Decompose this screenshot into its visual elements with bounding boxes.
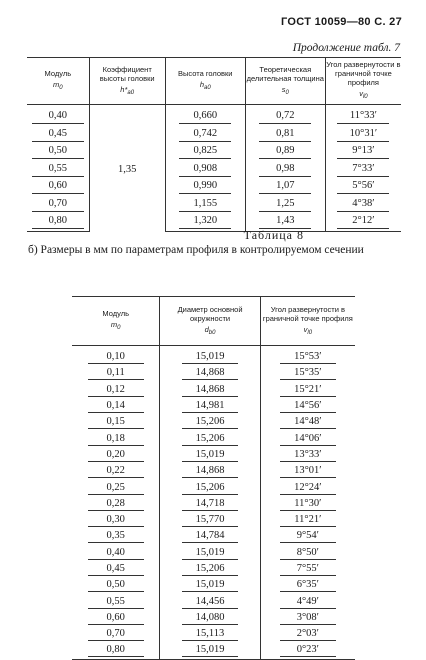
cell-angle [325,178,401,196]
cell-value: 13°33′ [280,448,336,462]
table-row [72,512,355,528]
header-symbol [326,89,401,102]
cell-value: 0,72 [259,109,311,124]
t1-header-0 [27,58,89,105]
cell-module [72,528,160,544]
cell-angle [260,626,355,642]
table-row [27,196,401,214]
cell-value: 7°33′ [337,162,389,177]
cell-value: 14,868 [182,464,238,478]
cell-value: 14°48′ [280,415,336,429]
cell-thickness [245,126,325,144]
cell-value: 0,70 [88,627,144,641]
cell-angle [260,642,355,659]
table-row [72,496,355,512]
cell-module [27,196,89,214]
cell-height [165,143,245,161]
cell-value: 10°31′ [337,127,389,142]
cell-value: 15,770 [182,513,238,527]
cell-value: 0,14 [88,399,144,413]
cell-value: 14,868 [182,383,238,397]
cell-module [72,346,160,366]
table-row [72,561,355,577]
cell-thickness [245,178,325,196]
cell-value: 0,80 [88,643,144,657]
cell-value: 0,98 [259,162,311,177]
t1-header-1 [89,58,165,105]
cell-value: 0,60 [88,611,144,625]
cell-diameter [160,512,260,528]
symbol-main: h* [120,84,128,94]
cell-diameter [160,561,260,577]
cell-angle [325,161,401,179]
cell-diameter [160,447,260,463]
t1-header-4 [325,58,401,105]
cell-diameter [160,626,260,642]
cell-value: 15,113 [182,627,238,641]
table-continuation-label: Продолжение табл. 7 [292,42,400,54]
cell-value: 14,080 [182,611,238,625]
cell-module [72,577,160,593]
cell-value: 14,868 [182,366,238,380]
cell-value: 0,660 [179,109,231,124]
cell-value: 15,206 [182,415,238,429]
cell-thickness [245,143,325,161]
cell-value: 14,784 [182,529,238,543]
cell-value: 15°53′ [280,350,336,364]
cell-value: 0,12 [88,383,144,397]
cell-height [165,161,245,179]
table-row [72,346,355,366]
cell-angle [260,545,355,561]
cell-diameter [160,528,260,544]
cell-value: 14,456 [182,595,238,609]
header-text: Диаметр основной окружности [177,304,243,323]
cell-diameter [160,610,260,626]
cell-value: 11°33′ [337,109,389,124]
cell-diameter [160,365,260,381]
table-row [27,126,401,144]
cell-angle [260,346,355,366]
cell-value: 15,206 [182,432,238,446]
table-row [27,161,401,179]
symbol-sub: 0 [285,89,289,96]
symbol-main: s [281,84,286,94]
cell-module [72,447,160,463]
table-7-continuation [27,57,401,232]
cell-value: 0,50 [32,144,84,159]
cell-angle [260,430,355,446]
table-row [72,610,355,626]
table-row [72,642,355,659]
table-row [27,143,401,161]
cell-value: 0,70 [32,197,84,212]
cell-value: 0,55 [32,162,84,177]
cell-angle [260,398,355,414]
cell-value: 1,43 [259,214,311,229]
cell-coefficient: 1,35 [89,105,165,232]
cell-value: 0,45 [88,562,144,576]
header-text: Угол развернутости в граничной точке профиля [262,304,353,323]
cell-module [27,178,89,196]
cell-value: 7°55′ [280,562,336,576]
cell-value: 0,81 [259,127,311,142]
cell-value: 15,206 [182,481,238,495]
table-row [72,593,355,609]
cell-thickness [245,161,325,179]
cell-value: 15,019 [182,578,238,592]
header-symbol [27,80,89,93]
cell-angle [325,213,401,231]
cell-value: 4°49′ [280,595,336,609]
cell-diameter [160,430,260,446]
cell-module [72,382,160,398]
t1-header-2 [165,58,245,105]
cell-module [72,398,160,414]
header-text: Теоретическая делительная толщина [246,64,324,83]
cell-module [72,430,160,446]
cell-value: 0,18 [88,432,144,446]
cell-module [27,213,89,231]
cell-angle [260,496,355,512]
symbol-main: m [53,80,60,89]
cell-angle [260,414,355,430]
cell-value: 0,22 [88,464,144,478]
cell-value: 15°35′ [280,366,336,380]
table-row [72,545,355,561]
cell-diameter [160,398,260,414]
cell-thickness [245,196,325,214]
cell-module [72,496,160,512]
cell-value: 3°08′ [280,611,336,625]
cell-value: 2°03′ [280,627,336,641]
cell-value: 12°24′ [280,481,336,495]
cell-angle [260,365,355,381]
cell-value: 15,019 [182,546,238,560]
cell-module [72,463,160,479]
cell-value: 0,908 [179,162,231,177]
table-row [72,414,355,430]
cell-module [72,561,160,577]
cell-diameter [160,414,260,430]
cell-value: 9°54′ [280,529,336,543]
header-text: Высота головки [177,69,233,78]
cell-module [72,414,160,430]
cell-value: 15,019 [182,448,238,462]
cell-module [72,593,160,609]
cell-value: 0,11 [88,366,144,380]
cell-module [72,545,160,561]
cell-value: 14°06′ [280,432,336,446]
cell-value: 0,80 [32,214,84,229]
page-header: ГОСТ 10059—80 С. 27 [281,16,402,28]
cell-value: 0,25 [88,481,144,495]
header-text: Модуль [102,309,130,318]
cell-value: 15°21′ [280,383,336,397]
table-row [72,479,355,495]
cell-diameter [160,577,260,593]
table-row [72,447,355,463]
table-8-caption: б) Размеры в мм по параметрам профиля в контролируемом сечении [28,244,364,256]
header-text: Модуль [44,69,72,78]
symbol-main: h [199,80,204,89]
cell-value: 1,07 [259,179,311,194]
cell-diameter [160,593,260,609]
cell-value: 14°56′ [280,399,336,413]
header-symbol [246,85,325,98]
cell-angle [325,105,401,126]
cell-diameter [160,479,260,495]
symbol-main: m [110,320,118,329]
cell-angle [325,126,401,144]
header-symbol [261,325,355,338]
table-row [72,398,355,414]
cell-value: 11°21′ [280,513,336,527]
cell-value: 0,30 [88,513,144,527]
cell-value: 1,320 [179,214,231,229]
cell-value: 0°23′ [280,643,336,657]
cell-height [165,213,245,231]
symbol-main: v [359,89,363,98]
symbol-sub: 0 [117,325,121,331]
cell-value: 0,35 [88,529,144,543]
symbol-sub: a0 [203,85,211,91]
cell-value: 0,742 [179,127,231,142]
cell-angle [260,479,355,495]
cell-module [27,143,89,161]
cell-angle [325,196,401,214]
cell-value: 9°13′ [337,144,389,159]
cell-value: 8°50′ [280,546,336,560]
table-8-title: Таблица 8 [243,228,304,242]
cell-value: 14,981 [182,399,238,413]
cell-height [165,105,245,126]
cell-value: 14,718 [182,497,238,511]
header-text: Угол развернутости в граничной точке профиля [326,60,401,87]
cell-angle [260,512,355,528]
cell-value: 2°12′ [337,214,389,229]
cell-value: 15,019 [182,350,238,364]
cell-angle [260,561,355,577]
cell-value: 0,60 [32,179,84,194]
cell-value: 0,50 [88,578,144,592]
table-row [72,626,355,642]
header-symbol [72,320,159,333]
cell-diameter [160,463,260,479]
cell-angle [260,593,355,609]
cell-value: 0,89 [259,144,311,159]
table-8 [72,296,355,660]
header-symbol [166,80,245,93]
table-row [72,365,355,381]
symbol-sub: b0 [208,329,216,336]
cell-value: 0,45 [32,127,84,142]
table-row [72,382,355,398]
cell-diameter [160,496,260,512]
cell-angle [260,463,355,479]
cell-diameter [160,346,260,366]
cell-angle [325,143,401,161]
cell-angle [260,447,355,463]
symbol-sub: a0 [127,89,135,96]
cell-module [72,512,160,528]
cell-value: 0,990 [179,179,231,194]
cell-height [165,178,245,196]
cell-value: 15,206 [182,562,238,576]
table-row [72,463,355,479]
cell-diameter [160,382,260,398]
cell-module [72,479,160,495]
cell-module [27,161,89,179]
cell-height [165,196,245,214]
cell-value: 0,40 [32,109,84,124]
table-row [72,430,355,446]
cell-value: 0,28 [88,497,144,511]
cell-value: 11°30′ [280,497,336,511]
cell-value: 0,20 [88,448,144,462]
cell-value: 0,15 [88,415,144,429]
cell-thickness [245,105,325,126]
symbol-sub: 0 [59,85,63,91]
cell-angle [260,382,355,398]
cell-value: 15,019 [182,643,238,657]
table-row [27,105,401,126]
header-symbol [90,85,165,98]
cell-value: 6°35′ [280,578,336,592]
symbol-main: d [204,324,209,334]
header-text: Коэффициент высоты головки [99,64,155,83]
cell-module [72,626,160,642]
cell-value: 0,40 [88,546,144,560]
cell-angle [260,528,355,544]
cell-module [72,365,160,381]
t2-header-1 [160,297,260,346]
table-row [72,528,355,544]
cell-diameter [160,545,260,561]
cell-height [165,126,245,144]
symbol-sub: l0 [307,329,313,336]
t1-header-3 [245,58,325,105]
t2-header-2 [260,297,355,346]
cell-value: 0,825 [179,144,231,159]
cell-diameter [160,642,260,659]
cell-value: 0,55 [88,595,144,609]
symbol-sub: l0 [362,94,368,100]
cell-module [27,126,89,144]
cell-angle [260,577,355,593]
cell-value: 4°38′ [337,197,389,212]
t2-header-0 [72,297,160,346]
cell-module [72,610,160,626]
cell-value: 13°01′ [280,464,336,478]
cell-angle [260,610,355,626]
table-row [27,178,401,196]
table-row [72,577,355,593]
cell-module [72,642,160,659]
cell-value: 5°56′ [337,179,389,194]
cell-value: 0,10 [88,350,144,364]
cell-value: 1,25 [259,197,311,212]
cell-value: 1,155 [179,197,231,212]
cell-module [27,105,89,126]
table-row [27,213,401,231]
symbol-main: v [303,324,308,334]
header-symbol [160,325,259,338]
